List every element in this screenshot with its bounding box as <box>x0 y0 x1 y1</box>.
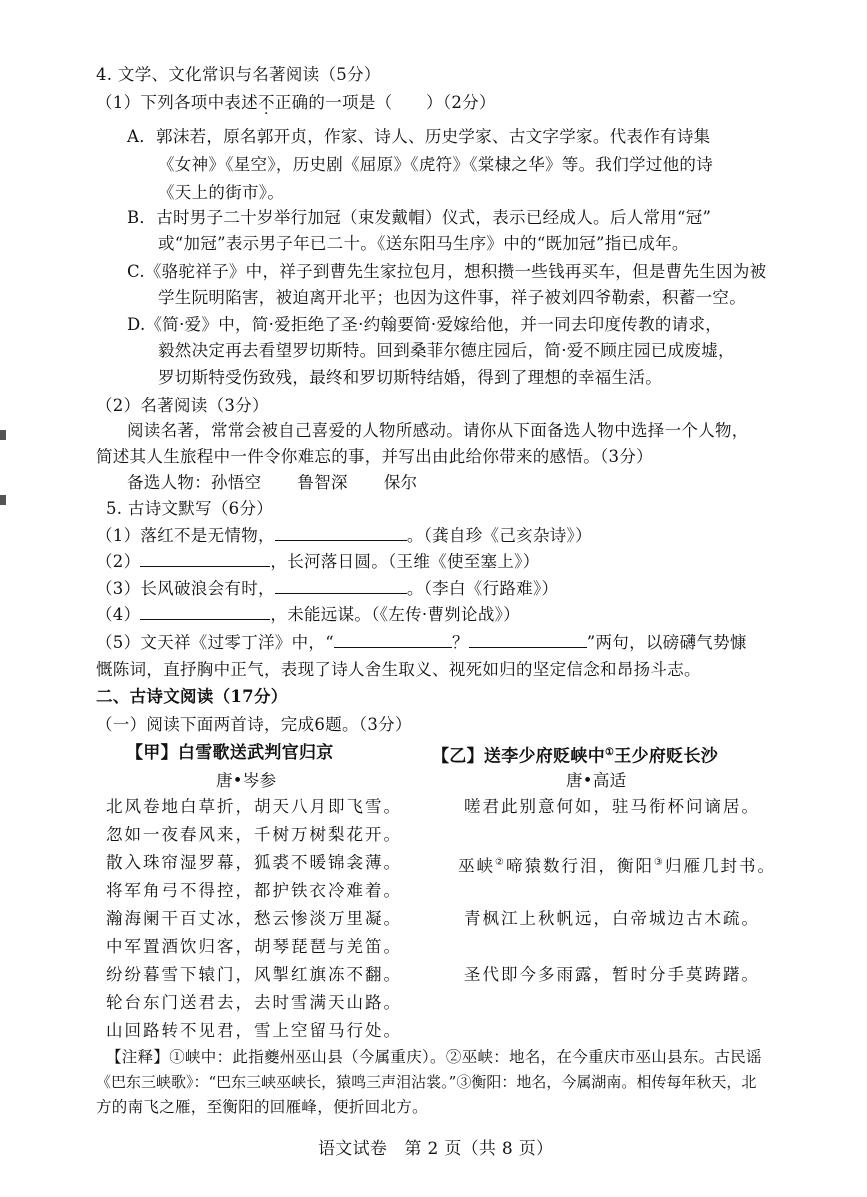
q4-sub2-line1: 阅读名著，常常会被自己喜爱的人物所感动。请你从下面备选人物中选择一个人物， <box>127 421 749 440</box>
poem-jia-title: 【甲】白雪歌送武判官归京 <box>126 743 334 763</box>
q5-item2: （2） ，长河落日圆。（王维《使至塞上》） <box>96 552 540 571</box>
q5-item5-line2: 慨陈词，直抒胸中正气，表现了诗人舍生取义、视死如归的坚定信念和昂扬斗志。 <box>96 660 701 679</box>
option-b-line2: 或“加冠”表示男子年已二十。《送东阳马生序》中的“既加冠”指已成年。 <box>158 234 689 253</box>
option-a-line3: 《天上的街市》。 <box>158 183 285 202</box>
q5-item5: （5）文天祥《过零丁洋》中，“ ？ ”两句，以磅礴气势慷 <box>96 633 747 652</box>
answer-blank[interactable] <box>140 605 270 620</box>
section2-part1: （一）阅读下面两首诗，完成6题。（3分） <box>96 715 412 734</box>
notes-line1: 【注释】①峡中：此指夔州巫山县（今属重庆）。②巫峡：地名，在今重庆市巫山县东。古民谣 <box>106 1048 762 1066</box>
notes-line2: 《巴东三峡歌》：“巴东三峡巫峡长，猿鸣三声泪沾裳。”③衡阳：地名，今属湖南。相传每年秋天，北 <box>96 1073 757 1091</box>
option-d-line2: 毅然决定再去看望罗切斯特。回到桑菲尔德庄园后，简·爱不顾庄园已成废墟， <box>158 341 735 360</box>
poem-jia-author: 唐•岑参 <box>216 771 277 790</box>
answer-blank[interactable] <box>469 633 587 648</box>
option-d-line1: D.《简·爱》中，简·爱拒绝了圣·约翰要简·爱嫁给他，并一同去印度传教的请求， <box>127 315 723 334</box>
q5-item4: （4） ，未能远谋。（《左传·曹刿论战》） <box>96 605 521 624</box>
option-a-line1: A．郭沫若，原名郭开贞，作家、诗人、历史学家、古文字学家。代表作有诗集 <box>127 127 711 146</box>
q4-title: 4. 文学、文化常识与名著阅读（5分） <box>96 65 381 84</box>
poem-jia-line: 北风卷地白草折，胡天八月即飞雪。 <box>106 797 402 816</box>
notes-line3: 方的南飞之雁，至衡阳的回雁峰，便折回北方。 <box>96 1098 428 1116</box>
poem-jia-line: 瀚海阑干百丈冰，愁云惨淡万里凝。 <box>106 909 402 928</box>
option-a-line2: 《女神》《星空》，历史剧《屈原》《虎符》《棠棣之华》等。我们学过他的诗 <box>158 155 713 174</box>
option-d-line3: 罗切斯特受伤致残，最终和罗切斯特结婚，得到了理想的幸福生活。 <box>158 368 662 387</box>
q5-item3: （3）长风破浪会有时， 。（李白《行路难》） <box>96 579 559 598</box>
poem-jia-line: 将军角弓不得控，都护铁衣冷难着。 <box>106 881 402 900</box>
poem-yi-line: 青枫江上秋帆远，白帝城边古木疏。 <box>464 909 760 928</box>
answer-blank[interactable] <box>334 633 452 648</box>
q5-title: 5. 古诗文默写（6分） <box>106 499 274 518</box>
binding-mark <box>0 495 6 505</box>
option-b-line1: B．古时男子二十岁举行加冠（束发戴帽）仪式，表示已经成人。后人常用“冠” <box>127 208 712 227</box>
poem-yi-line: 圣代即今多雨露，暂时分手莫踌躇。 <box>464 965 760 984</box>
poem-jia-line: 忽如一夜春风来，千树万树梨花开。 <box>106 825 402 844</box>
q4-sub2-title: （2）名著阅读（3分） <box>96 396 269 415</box>
poem-yi-line: 巫峡②啼猿数行泪，衡阳③归雁几封书。 <box>458 856 776 876</box>
answer-blank[interactable] <box>140 552 270 567</box>
answer-blank[interactable] <box>275 526 407 541</box>
page-footer: 语文试卷 第 2 页（共 8 页） <box>318 1139 554 1159</box>
poem-yi-author: 唐•高适 <box>566 771 627 790</box>
answer-blank[interactable] <box>275 579 407 594</box>
poem-yi-line: 嗟君此别意何如，驻马衔杯问谪居。 <box>464 797 760 816</box>
poem-yi-title: 【乙】送李少府贬峡中①王少府贬长沙 <box>432 746 719 767</box>
poem-jia-line: 纷纷暮雪下辕门，风掣红旗冻不翻。 <box>106 965 402 984</box>
poem-jia-line: 山回路转不见君，雪上空留马行处。 <box>106 1021 402 1040</box>
q5-item1: （1）落红不是无情物， 。（龚自珍《己亥杂诗》） <box>96 526 592 545</box>
q4-sub1: （1）下列各项中表述不正确的一项是（ ）（2分） <box>96 93 496 112</box>
poem-jia-line: 轮台东门送君去，去时雪满天山路。 <box>106 993 402 1012</box>
section2-title: 二、古诗文阅读（17分） <box>96 687 288 706</box>
poem-jia-line: 中军置酒饮归客，胡琴琵琶与羌笛。 <box>106 937 402 956</box>
candidate-list: 备选人物：孙悟空 鲁智深 保尔 <box>127 473 418 492</box>
poem-jia-line: 散入珠帘湿罗幕，狐裘不暖锦衾薄。 <box>106 853 402 872</box>
q4-sub2-line2: 简述其人生旅程中一件令你难忘的事，并写出由此给你带来的感悟。（3分） <box>96 447 653 466</box>
option-c-line1: C.《骆驼祥子》中，祥子到曹先生家拉包月，想积攒一些钱再买车，但是曹先生因为被 <box>127 262 767 281</box>
binding-mark <box>0 430 6 440</box>
notes-label: 【注释】 <box>106 1048 170 1066</box>
option-c-line2: 学生阮明陷害，被迫离开北平；也因为这件事，祥子被刘四爷勒索，积蓄一空。 <box>158 288 746 307</box>
